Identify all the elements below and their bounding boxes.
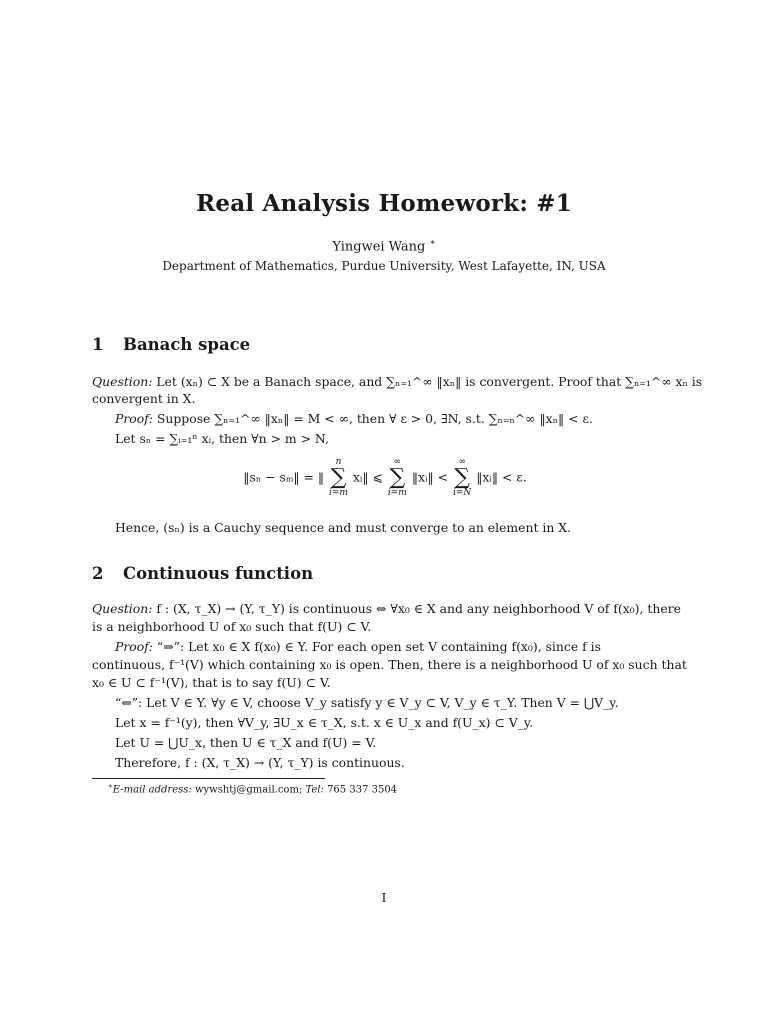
s1-proof-line-1 — [115, 410, 701, 428]
page-number: I — [381, 890, 387, 905]
s1-proof-label: Proof: — [115, 411, 153, 426]
s2-question-text-1: f : (X, τ_X) → (Y, τ_Y) is continuous ⇔ ∀x₀ ∈ X and any neighborhood V of f(x₀), there — [156, 601, 681, 616]
section-1-heading — [92, 335, 250, 354]
section-2-number: 2 — [92, 564, 104, 583]
footnote-rule — [92, 778, 325, 779]
eq-lhs: ‖sₙ − sₘ‖ = ‖ — [243, 469, 325, 485]
sigma-icon: ∑ — [454, 465, 470, 490]
eq-sum-2-bottom: i=m — [387, 488, 407, 498]
eq-end: ‖xᵢ‖ < ε. — [476, 469, 527, 485]
s1-display-equation — [92, 458, 678, 498]
sigma-icon: ∑ — [389, 465, 406, 490]
eq-mid-2: ‖xᵢ‖ < — [411, 469, 449, 485]
eq-sum-3-bottom: i=N — [452, 488, 472, 498]
eq-sum-2-top: ∞ — [393, 457, 402, 467]
footnote — [108, 782, 397, 795]
sigma-icon: ∑ — [330, 465, 347, 490]
paper-title: Real Analysis Homework: #1 — [196, 190, 572, 217]
s1-conclusion: Hence, (sₙ) is a Cauchy sequence and must converge to an element in X. — [115, 520, 572, 535]
author-name: Yingwei Wang — [332, 239, 426, 255]
s2-proof-label: Proof: — [115, 639, 153, 654]
author-line — [0, 238, 768, 254]
eq-sum-3-top: ∞ — [458, 457, 466, 467]
s2-question-line-2: is a neighborhood U of x₀ such that f(U) ⊂ V. — [92, 619, 372, 634]
author-footnote-mark: ∗ — [429, 238, 436, 248]
s2-proof-line-5: Let x = f⁻¹(y), then ∀V_y, ∃U_x ∈ τ_X, s.t. x ∈ U_x and f(U_x) ⊂ V_y. — [115, 715, 534, 730]
eq-sum-1-bottom: i=m — [329, 488, 348, 498]
eq-sum-1-top: n — [335, 457, 342, 467]
s2-proof-text-1: “⇒”: Let x₀ ∈ X f(x₀) ∈ Y. For each open set V containing f(x₀), since f is — [156, 639, 601, 654]
s2-proof-line-6: Let U = ⋃U_x, then U ∈ τ_X and f(U) = V. — [115, 735, 377, 750]
s2-question-label: Question: — [92, 601, 153, 616]
s1-question-text-1: Let (xₙ) ⊂ X be a Banach space, and ∑ₙ₌₁^∞ ‖xₙ‖ is convergent. Proof that ∑ₙ₌₁^∞ xₙ is — [156, 374, 703, 389]
footnote-email-label: E-mail address: — [112, 784, 192, 796]
s2-proof-line-1 — [115, 638, 701, 656]
s2-proof-line-7: Therefore, f : (X, τ_X) → (Y, τ_Y) is continuous. — [115, 755, 405, 770]
affiliation: Department of Mathematics, Purdue University, West Lafayette, IN, USA — [162, 259, 606, 273]
s1-question-line-2: convergent in X. — [92, 391, 196, 406]
s1-question-label: Question: — [92, 374, 153, 389]
footnote-tel-label: Tel: — [305, 784, 324, 796]
s2-question-line-1 — [92, 600, 681, 618]
eq-sum-2 — [388, 458, 407, 498]
s2-proof-line-4: “⇐”: Let V ∈ Y. ∀y ∈ V, choose V_y satisfy y ∈ V_y ⊂ V, V_y ∈ τ_Y. Then V = ⋃V_y. — [115, 695, 619, 710]
section-1-number: 1 — [92, 335, 104, 354]
section-1-title: Banach space — [123, 335, 251, 354]
eq-mid-1: xᵢ‖ ⩽ — [352, 469, 383, 485]
s2-proof-line-3: x₀ ∈ U ⊂ f⁻¹(V), that is to say f(U) ⊂ V. — [92, 675, 331, 690]
s1-proof-text-1: Suppose ∑ₙ₌₁^∞ ‖xₙ‖ = M < ∞, then ∀ ε > 0, ∃N, s.t. ∑ₙ₌ₙ^∞ ‖xₙ‖ < ε. — [156, 411, 593, 426]
footnote-email[interactable]: wywshtj@gmail.com; — [194, 784, 303, 796]
footnote-mark: ∗ — [108, 782, 113, 790]
s1-proof-line-2: Let sₙ = ∑ᵢ₌₁ⁿ xᵢ, then ∀n > m > N, — [115, 431, 329, 446]
s2-proof-line-2: continuous, f⁻¹(V) which containing x₀ is open. Then, there is a neighborhood U of x₀ such that — [92, 657, 687, 672]
section-2-heading — [92, 564, 313, 583]
footnote-tel: 765 337 3504 — [327, 784, 398, 796]
section-2-title: Continuous function — [123, 564, 314, 583]
eq-sum-1 — [329, 458, 348, 498]
s1-question-line-1 — [92, 373, 703, 391]
eq-sum-3 — [453, 458, 471, 498]
